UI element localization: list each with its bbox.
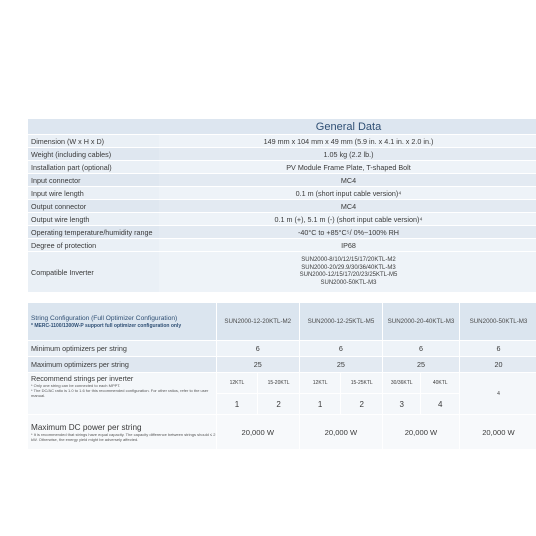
recommend-note: * Only one string can be connected to each MPPT. xyxy=(31,383,121,388)
general-data-title: General Data xyxy=(159,119,536,135)
row-label: Maximum optimizers per string xyxy=(28,357,216,373)
sub-header: 15-20KTL xyxy=(258,373,300,394)
sub-header: 15-25KTL xyxy=(341,373,383,394)
row-label: Weight (including cables) xyxy=(28,148,159,161)
compatible-inverter-model: SUN2000-50KTL-M3 xyxy=(320,279,377,286)
row-value: 0.1 m (+), 5.1 m (-) (short input cable version)⁴ xyxy=(159,213,536,226)
cell-value: 4 xyxy=(459,373,536,415)
general-data-row xyxy=(28,174,536,187)
max-optimizers-row xyxy=(28,357,536,373)
general-data-row xyxy=(28,161,536,174)
row-label: Output connector xyxy=(28,200,159,213)
cell-value: 20 xyxy=(459,357,536,373)
compatible-inverter-model: SUN2000-12/15/17/20/23/25KTL-M5 xyxy=(299,272,398,278)
min-optimizers-row xyxy=(28,341,536,357)
recommend-subheader-row xyxy=(28,373,536,394)
string-config-note: * MERC-1100/1300W-P support full optimizer configuration only xyxy=(31,322,182,329)
string-config-table xyxy=(28,303,536,450)
recommend-note: * The DC/AC ratio is 1.0 to 1.6 for this recommended configuration. For other ratios, refer to the user manual. xyxy=(31,388,209,398)
row-label: Input wire length xyxy=(28,187,159,200)
datasheet xyxy=(28,119,536,450)
cell-value: 3 xyxy=(383,394,421,415)
dc-label-cell xyxy=(28,415,216,450)
row-value: 149 mm x 104 mm x 49 mm (5.9 in. x 4.1 in. x 2.0 in.) xyxy=(159,135,536,148)
row-value: MC4 xyxy=(159,200,536,213)
general-data-row xyxy=(28,135,536,148)
compatible-inverter-model: SUN2000-8/10/12/15/17/20KTL-M2 xyxy=(301,257,396,263)
row-label: Minimum optimizers per string xyxy=(28,341,216,357)
cell-value: 20,000 W xyxy=(459,415,536,450)
general-data-row xyxy=(28,148,536,161)
sub-header: 40KTL xyxy=(421,373,459,394)
row-label: Dimension (W x H x D) xyxy=(28,135,159,148)
cell-value: 1 xyxy=(299,394,341,415)
general-data-row xyxy=(28,187,536,200)
dc-note: * It is recommended that strings have equal capacity. The capacity difference between strings should ≤ 2 kW. Otherwise, the energy yield might be adversely affected. xyxy=(31,431,216,442)
general-data-table xyxy=(28,119,536,293)
row-label: Operating temperature/humidity range xyxy=(28,226,159,239)
cell-value: 2 xyxy=(258,394,300,415)
row-value: PV Module Frame Plate, T-shaped Bolt xyxy=(159,161,536,174)
compatible-inverter-row xyxy=(28,252,536,293)
row-label: Degree of protection xyxy=(28,239,159,252)
cell-value: 6 xyxy=(216,341,299,357)
cell-value: 25 xyxy=(299,357,382,373)
general-data-row xyxy=(28,200,536,213)
cell-value: 2 xyxy=(341,394,383,415)
column-header: SUN2000-20-40KTL-M3 xyxy=(383,303,460,341)
row-value: MC4 xyxy=(159,174,536,187)
max-dc-power-row xyxy=(28,415,536,450)
row-label: Installation part (optional) xyxy=(28,161,159,174)
general-data-row xyxy=(28,213,536,226)
cell-value: 25 xyxy=(383,357,460,373)
string-config-title-cell xyxy=(28,303,216,341)
row-label: Compatible Inverter xyxy=(28,252,159,293)
row-value: -40°C to +85°C⁵/ 0%~100% RH xyxy=(159,226,536,239)
cell-value: 20,000 W xyxy=(383,415,460,450)
cell-value: 20,000 W xyxy=(216,415,299,450)
sub-header: 12KTL xyxy=(216,373,258,394)
row-value: IP68 xyxy=(159,239,536,252)
cell-value: 4 xyxy=(421,394,459,415)
cell-value: 6 xyxy=(299,341,382,357)
column-header: SUN2000-12-25KTL-M5 xyxy=(299,303,382,341)
row-label: Input connector xyxy=(28,174,159,187)
row-label: Recommend strings per inverter xyxy=(31,374,134,383)
compatible-inverter-list xyxy=(159,252,536,293)
sub-header: 12KTL xyxy=(299,373,341,394)
row-value: 1.05 kg (2.2 lb.) xyxy=(159,148,536,161)
row-value: 0.1 m (short input cable version)⁴ xyxy=(159,187,536,200)
column-header: SUN2000-50KTL-M3 xyxy=(459,303,536,341)
recommend-label-cell xyxy=(28,373,216,415)
general-data-header xyxy=(28,119,536,135)
general-data-row xyxy=(28,226,536,239)
general-data-row xyxy=(28,239,536,252)
cell-value: 20,000 W xyxy=(299,415,382,450)
row-label: Maximum DC power per string xyxy=(31,422,142,432)
cell-value: 1 xyxy=(216,394,258,415)
cell-value: 6 xyxy=(459,341,536,357)
cell-value: 25 xyxy=(216,357,299,373)
row-label: Output wire length xyxy=(28,213,159,226)
sub-header: 30/36KTL xyxy=(383,373,421,394)
column-header: SUN2000-12-20KTL-M2 xyxy=(216,303,299,341)
string-config-header xyxy=(28,303,536,341)
cell-value: 6 xyxy=(383,341,460,357)
compatible-inverter-model: SUN2000-20/29.9/30/36/40KTL-M3 xyxy=(301,264,396,271)
string-config-title: String Configuration (Full Optimizer Configuration) xyxy=(31,314,178,322)
